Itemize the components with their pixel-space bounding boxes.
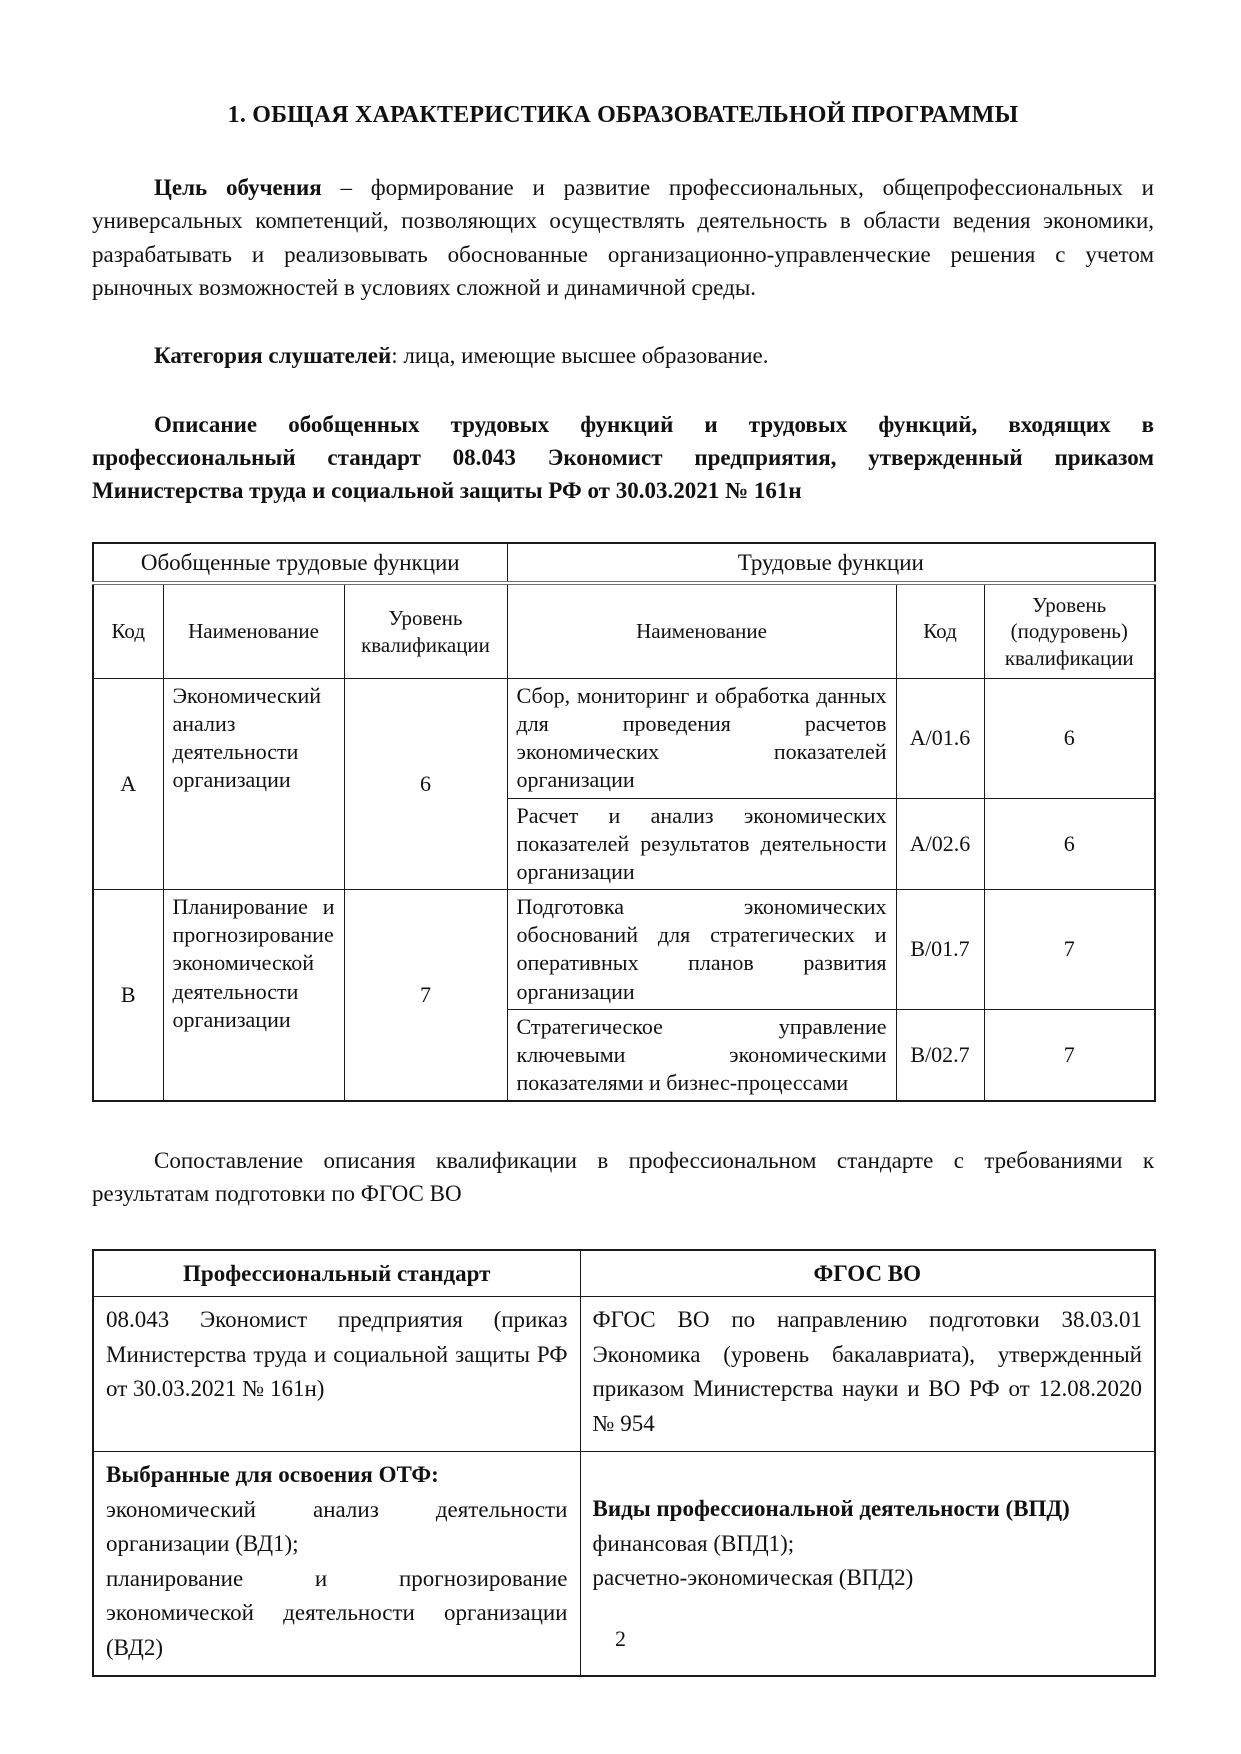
comparison-table-header-row: [93, 1250, 1155, 1297]
col-header-fgos: ФГОС ВО: [580, 1250, 1155, 1297]
tf-level-a2: 6: [984, 798, 1155, 889]
selected-otf-heading: Выбранные для освоения ОТФ:: [106, 1462, 439, 1488]
group-header-tf: Трудовые функции: [507, 543, 1155, 583]
comparison-table: [92, 1249, 1156, 1677]
group-header-otf: Обобщенные трудовые функции: [93, 543, 507, 583]
tf-code-b2: В/02.7: [896, 1009, 984, 1101]
functions-table: [92, 542, 1156, 1102]
tf-name-b1: Подготовка экономических обоснований для стратегических и оперативных планов развития организации: [507, 890, 896, 1010]
col-header-tf-name: Наименование: [507, 583, 896, 678]
selected-otf-item-1: экономический анализ деятельности организации (ВД1);: [106, 1496, 568, 1557]
vpd-item-1: финансовая (ВПД1);: [592, 1530, 795, 1556]
tf-level-b2: 7: [984, 1009, 1155, 1101]
selected-otf-item-2: планирование и прогнозирование экономической деятельности организации (ВД2): [106, 1565, 568, 1660]
otf-level-a: 6: [344, 678, 507, 889]
page-number: 2: [615, 1626, 626, 1651]
vpd-item-2: расчетно-экономическая (ВПД2): [592, 1565, 914, 1591]
tf-name-b2: Стратегическое управление ключевыми экономическими показателями и бизнес-процессами: [507, 1009, 896, 1101]
tf-name-a1: Сбор, мониторинг и обработка данных для проведения расчетов экономических показателей организации: [507, 678, 896, 798]
table-row: [93, 678, 1155, 798]
functions-table-group-header-row: [93, 543, 1155, 583]
page-title: 1. ОБЩАЯ ХАРАКТЕРИСТИКА ОБРАЗОВАТЕЛЬНОЙ ПРОГРАММЫ: [227, 102, 1019, 128]
tf-name-a2: Расчет и анализ экономических показателей результатов деятельности организации: [507, 798, 896, 889]
table-row: [93, 1297, 1155, 1452]
tf-level-b1: 7: [984, 890, 1155, 1010]
document-page: [92, 0, 1154, 1677]
category-label: Категория слушателей: [154, 343, 392, 369]
otf-name-a: Экономический анализ деятельности организации: [163, 678, 344, 889]
comparison-paragraph: Сопоставление описания квалификации в профессиональном стандарте с требованиями к результатам подготовки по ФГОС ВО: [92, 1148, 1154, 1207]
vpd-heading: Виды профессиональной деятельности (ВПД): [592, 1496, 1070, 1522]
col-header-otf-level: Уровень квалификации: [344, 583, 507, 678]
col-header-profstandard: Профессиональный стандарт: [93, 1250, 580, 1297]
otf-code-a: А: [93, 678, 163, 889]
otf-name-b: Планирование и прогнозирование экономической деятельности организации: [163, 890, 344, 1102]
otf-code-b: В: [93, 890, 163, 1102]
functions-table-header-row: [93, 583, 1155, 678]
tf-level-a1: 6: [984, 678, 1155, 798]
fgos-cell: ФГОС ВО по направлению подготовки 38.03.01 Экономика (уровень бакалавриата), утвержденный приказом Министерства науки и ВО РФ от 12.08.2020 № 954: [580, 1297, 1155, 1452]
tf-code-b1: В/01.7: [896, 890, 984, 1010]
category-paragraph: [92, 339, 1154, 372]
col-header-tf-level: Уровень (подуровень) квалификации: [984, 583, 1155, 678]
description-paragraph: Описание обобщенных трудовых функций и трудовых функций, входящих в профессиональный стандарт 08.043 Экономист предприятия, утвержденный приказом Министерства труда и социальной защиты РФ от 30.03.2021 № 161н: [92, 411, 1154, 504]
goal-label: Цель обучения: [154, 175, 322, 200]
tf-code-a2: А/02.6: [896, 798, 984, 889]
col-header-otf-name: Наименование: [163, 583, 344, 678]
tf-code-a1: А/01.6: [896, 678, 984, 798]
category-text: : лица, имеющие высшее образование.: [391, 343, 769, 369]
goal-paragraph: [92, 171, 1154, 304]
col-header-tf-code: Код: [896, 583, 984, 678]
table-row: [93, 890, 1155, 1010]
profstandard-cell: 08.043 Экономист предприятия (приказ Министерства труда и социальной защиты РФ от 30.03.2021 № 161н): [93, 1297, 580, 1452]
otf-level-b: 7: [344, 890, 507, 1102]
col-header-otf-code: Код: [93, 583, 163, 678]
goal-text: – формирование и развитие профессиональных, общепрофессиональных и универсальных компетенций, позволяющих осуществлять деятельность в области ведения экономики, разрабатывать и реализовывать обоснованные организационно-управленческие решения с учетом рыночных возможностей в условиях сложной и динамичной среды.: [92, 175, 1154, 301]
